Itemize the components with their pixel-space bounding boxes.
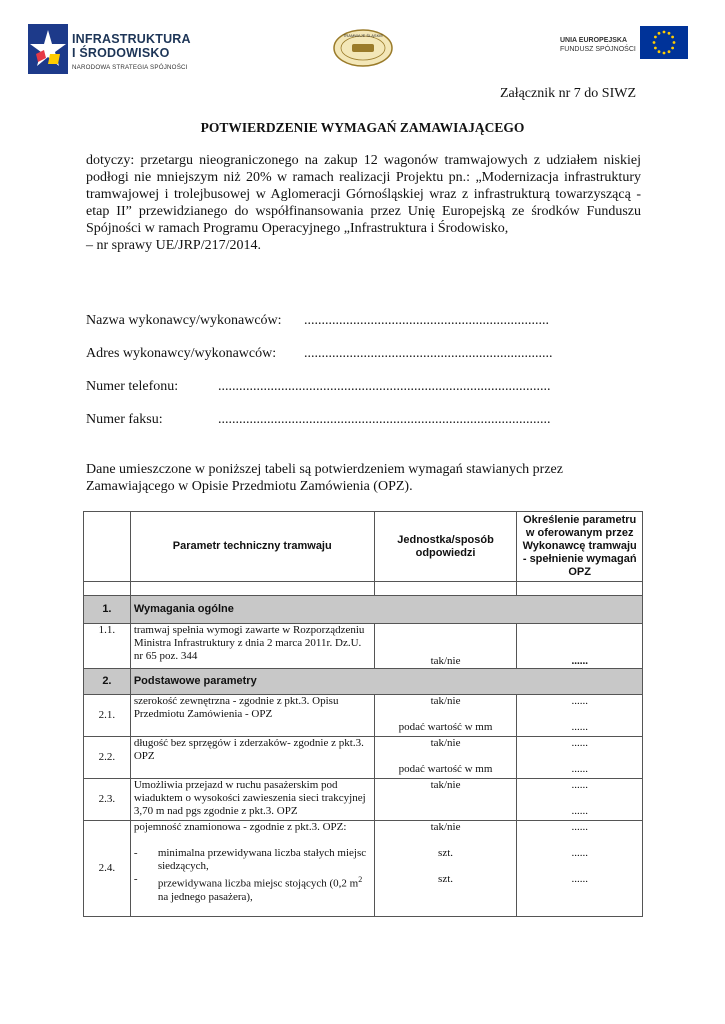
row-unit: tak/nie <box>374 779 517 821</box>
fax-field[interactable] <box>86 412 551 428</box>
tramwaje-slaskie-seal <box>332 28 394 68</box>
offer-line: ...... <box>571 779 588 791</box>
eu-label <box>560 36 636 54</box>
row-offer[interactable] <box>517 737 643 779</box>
offer-line: ...... <box>571 721 588 733</box>
logo-line2: I ŚRODOWISKO <box>72 46 170 60</box>
row-offer[interactable] <box>517 695 643 737</box>
unit-line: tak/nie <box>430 695 461 707</box>
section-row <box>84 596 643 624</box>
field-label: Numer telefonu: <box>86 379 179 394</box>
row-param: szerokość zewnętrzna - zgodnie z pkt.3. Opisu Przedmiotu Zamówienia - OPZ <box>130 695 374 737</box>
field-dots: ............................................................................................... <box>218 379 551 394</box>
offer-line: ...... <box>571 763 588 775</box>
row-unit <box>374 695 517 737</box>
table-row <box>84 695 643 737</box>
logo-line1: INFRASTRUKTURA <box>72 32 191 46</box>
document-title: POTWIERDZENIE WYMAGAŃ ZAMAWIAJĄCEGO <box>200 120 525 135</box>
field-dots: ...................................................................... <box>304 313 549 328</box>
unit-line: szt. <box>438 873 454 885</box>
seal-text: TRAMWAJE ŚLĄSKIE <box>342 33 384 38</box>
header-unit: Jednostka/sposób odpowiedzi <box>374 512 517 582</box>
eu-line2: FUNDUSZ SPÓJNOŚCI <box>560 46 636 53</box>
unit-line: tak/nie <box>430 821 461 833</box>
row-unit: tak/nie <box>374 624 517 669</box>
unit-line: tak/nie <box>430 737 461 749</box>
bullet-mark: - <box>133 873 138 885</box>
section-title: Podstawowe parametry <box>130 669 642 695</box>
spacer-row <box>84 582 643 596</box>
field-dots: ............................................................................................... <box>218 412 551 427</box>
header-num-cell <box>84 512 131 582</box>
contractor-name-field[interactable] <box>86 313 549 329</box>
row-num: 2.4. <box>84 821 131 917</box>
header-param: Parametr techniczny tramwaju <box>130 512 374 582</box>
section-row <box>84 669 643 695</box>
row-offer[interactable] <box>517 821 643 917</box>
unit-line: podać wartość w mm <box>398 763 493 775</box>
requirements-table <box>83 511 643 917</box>
row-unit <box>374 821 517 917</box>
bullet-mark: - <box>133 847 138 859</box>
header-offer: Określenie parametru w oferowanym przez Wykonawcę tramwaju - spełnienie wymagań OPZ <box>517 512 643 582</box>
field-label: Numer faksu: <box>86 412 163 427</box>
infrastruktura-logo <box>28 24 198 78</box>
bullet-item <box>134 847 371 873</box>
row-num: 2.3. <box>84 779 131 821</box>
offer-line: ...... <box>571 821 588 833</box>
annex-label: Załącznik nr 7 do SIWZ <box>499 86 636 101</box>
nss-star-icon <box>28 24 68 74</box>
section-num: 1. <box>84 596 131 624</box>
section-num: 2. <box>84 669 131 695</box>
field-dots: ....................................................................... <box>304 346 553 361</box>
bullet-text: przewidywana liczba miejsc stojących (0,2 $m^2$ na jednego pasażera), <box>157 875 363 903</box>
phone-field[interactable] <box>86 379 551 395</box>
bullet-text: minimalna przewidywana liczba stałych miejsc siedzących, <box>157 847 367 872</box>
row-param <box>130 821 374 917</box>
case-number: – nr sprawy UE/JRP/217/2014. <box>86 238 261 253</box>
field-label: Nazwa wykonawcy/wykonawców: <box>86 313 282 328</box>
offer-line: ...... <box>571 805 588 817</box>
row-num: 1.1. <box>84 624 131 669</box>
row-param-text: pojemność znamionowa - zgodnie z pkt.3. OPZ: <box>133 821 347 833</box>
table-header-row <box>84 512 643 582</box>
offer-line: ...... <box>571 737 588 749</box>
table-description: Dane umieszczone w poniższej tabeli są potwierdzeniem wymagań stawianych przez Zamawiającego w Opisie Przedmiotu Zamówienia (OPZ). <box>86 462 563 494</box>
row-param: długość bez sprzęgów i zderzaków- zgodnie z pkt.3. OPZ <box>130 737 374 779</box>
section-title: Wymagania ogólne <box>130 596 642 624</box>
table-row <box>84 737 643 779</box>
logo-subtitle: NARODOWA STRATEGIA SPÓJNOŚCI <box>72 64 188 71</box>
offer-line: ...... <box>571 873 588 885</box>
eu-line1: UNIA EUROPEJSKA <box>560 37 628 44</box>
intro-text: dotyczy: przetargu nieograniczonego na zakup 12 wagonów tramwajowych z udziałem niskiej podłogi nie mniejszym niż 20% w ramach realizacji Projektu pn.: „Modernizacja infrastruktury tramwajowej i trolejbusowej w Aglomeracji Górnośląskiej wraz z infrastrukturą towarzyszącą - etap II” przewidzianego do współfinansowania przez Unię Europejską ze środków Funduszu Spójności w ramach Programu Operacyjnego „Infrastruktura i Środowisko, <box>86 153 641 236</box>
eu-flag-icon <box>640 26 688 59</box>
intro-paragraph <box>86 152 641 254</box>
row-offer[interactable]: ...... <box>517 624 643 669</box>
row-num: 2.2. <box>84 737 131 779</box>
unit-line: szt. <box>438 847 454 859</box>
row-param: tramwaj spełnia wymogi zawarte w Rozporządzeniu Ministra Infrastruktury z dnia 2 marca 2011r. Dz.U. nr 65 poz. 344 <box>130 624 374 669</box>
bullet-item <box>134 873 371 904</box>
page-header <box>0 18 725 78</box>
row-num: 2.1. <box>84 695 131 737</box>
unit-line: podać wartość w mm <box>398 721 493 733</box>
table-row <box>84 779 643 821</box>
table-row <box>84 821 643 917</box>
row-unit <box>374 737 517 779</box>
row-offer[interactable] <box>517 779 643 821</box>
field-label: Adres wykonawcy/wykonawców: <box>86 346 277 361</box>
table-row <box>84 624 643 669</box>
offer-line: ...... <box>571 847 588 859</box>
row-param: Umożliwia przejazd w ruchu pasażerskim pod wiaduktem o wysokości zawieszenia sieci trakcyjnej 3,70 m nad pgs zgodnie z pkt.3. OPZ <box>130 779 374 821</box>
offer-line: ...... <box>571 695 588 707</box>
contractor-address-field[interactable] <box>86 346 553 362</box>
